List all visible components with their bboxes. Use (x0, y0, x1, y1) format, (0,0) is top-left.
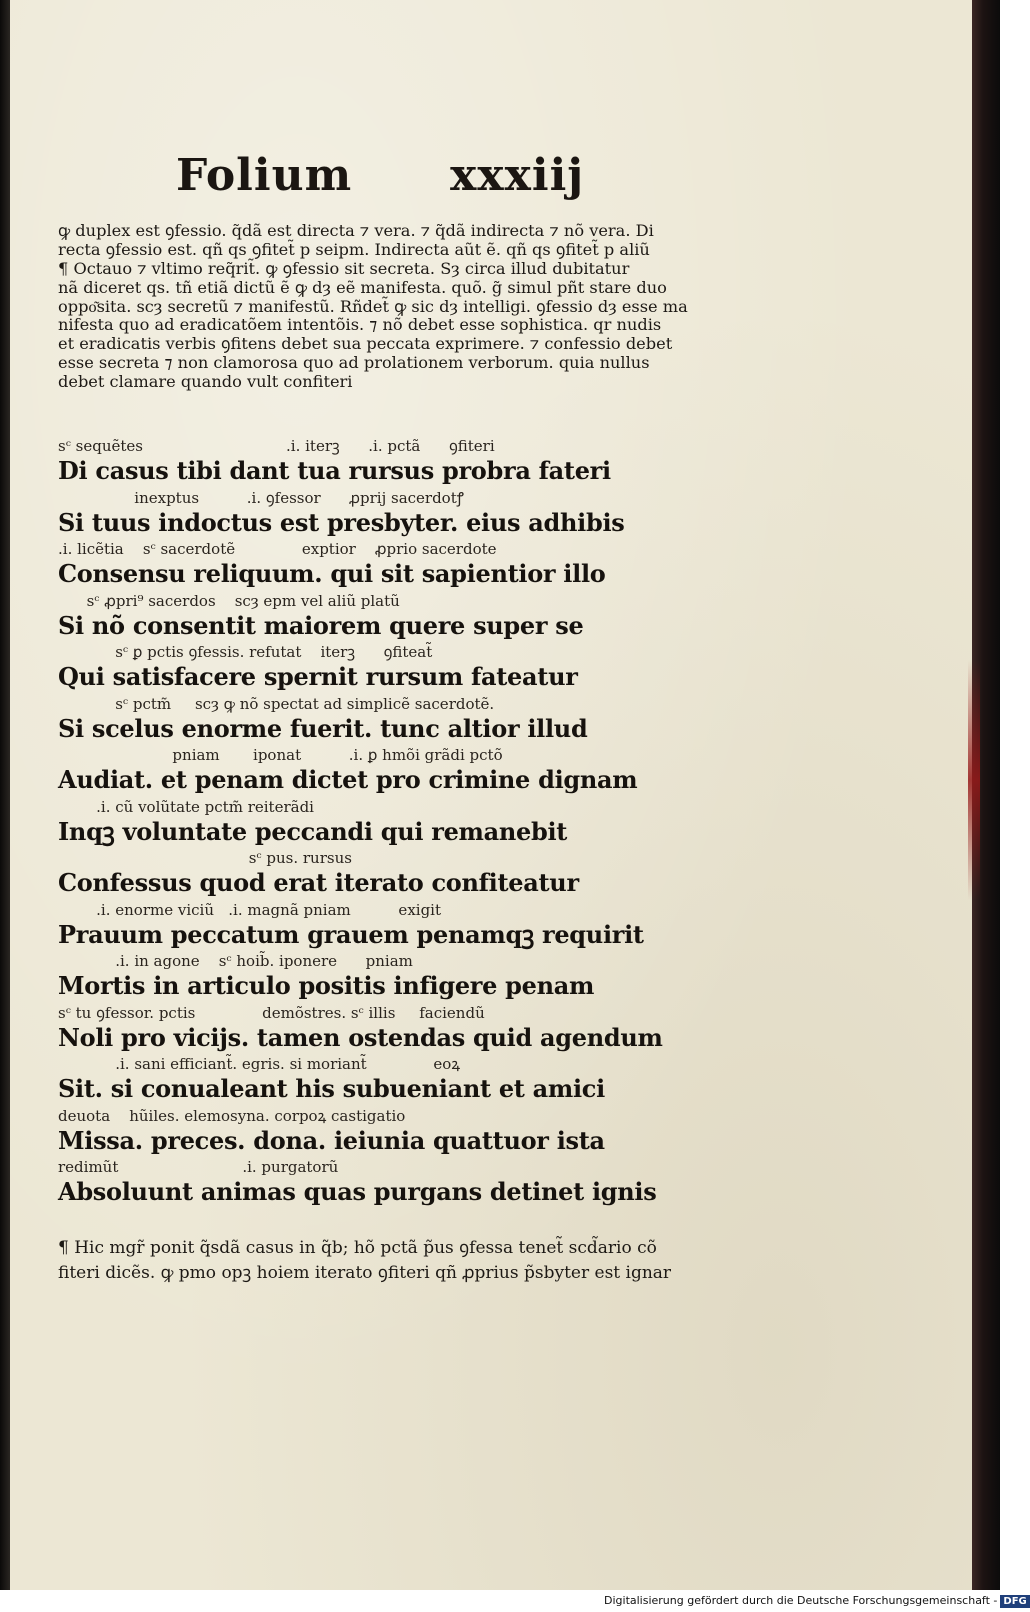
interlinear-gloss: redimũt .i. purgatorũ (58, 1158, 339, 1176)
prose-line: nifesta quo ad eradicatõem intentõis. ⁊ nõ debet esse sophistica. qr nudis (58, 315, 662, 335)
interlinear-gloss: deuota hũiles. elemosyna. corpoꝝ castigatio (58, 1106, 406, 1125)
closing-commentary (58, 1236, 718, 1286)
verse-line: Absoluunt animas quas purgans detinet ignis (58, 1177, 657, 1206)
prose-line: oppo͂sita. scȝ secretũ ⁊ manifestũ. Rñdet̃ ꝙ sic dȝ intelligi. ꝯfessio dȝ esse ma (58, 296, 688, 316)
prose-line: esse secreta ⁊ non clamorosa quo ad prolationem verborum. quia nullus (58, 353, 650, 373)
prose-line: nã diceret qs. tñ etiã dictũ ẽ ꝙ dȝ eẽ manifesta. quõ. g̃ simul pñt stare duo (58, 277, 667, 297)
prose-line: recta ꝯfessio est. qñ qs ꝯfitet̃ p seipm. Indirecta aũt ẽ. qñ qs ꝯfitet̃ p aliũ (58, 239, 650, 259)
verse-line: Si tuus indoctus est presbyter. eius adhibis (58, 507, 625, 537)
interlinear-gloss: .i. sani efficiant̃. egris. si moriant̃ eoꝝ (58, 1055, 461, 1073)
interlinear-gloss: pniam iponat .i. ꝑ hmõi grãdi pctõ (58, 746, 503, 764)
interlinear-gloss: .i. enorme viciũ .i. magnã pniam exigit (58, 900, 441, 919)
glossed-verses (58, 436, 718, 1209)
closing-line: ¶ Hic mgr̃ ponit q̃sdã casus in q̃b; hõ pctã p̃us ꝯfessa tenet̃ scd̃ario cõ (58, 1238, 657, 1258)
verse-line: Qui satisfacere spernit rursum fateatur (58, 662, 578, 691)
folio-header (176, 150, 584, 201)
book-edge-left (0, 0, 10, 1590)
interlinear-gloss: .i. in agone sᶜ hoib̃. iponere pniam (58, 952, 413, 970)
prose-line: et eradicatis verbis ꝯfitens debet sua peccata exprimere. ⁊ confessio debet (58, 334, 673, 354)
verse-line: Sit. si conualeant his subueniant et amici (58, 1074, 605, 1103)
verse-line: Mortis in articulo positis infigere penam (58, 971, 595, 1000)
interlinear-gloss: .i. cũ volũtate pctm̃ reiterãdi (58, 797, 314, 816)
folio-word: Folium (176, 150, 353, 201)
interlinear-gloss: sᶜ tu ꝯfessor. pctis demõstres. sᶜ illis faciendũ (58, 1003, 485, 1022)
verse-line: Si nõ consentit maiorem quere super se (58, 610, 584, 640)
commentary-prose (58, 222, 718, 392)
verse-line: Noli pro vicijs. tamen ostendas quid agendum (58, 1022, 663, 1052)
verse-line: Inqꝫ voluntate peccandi qui remanebit (58, 816, 568, 846)
interlinear-gloss: sᶜ sequẽtes .i. iterꝫ .i. pctã ꝯfiteri (58, 437, 495, 455)
verse-line: Si scelus enorme fuerit. tunc altior illud (58, 713, 588, 743)
interlinear-gloss: sᶜ ꝑ pctis ꝯfessis. refutat iterꝫ ꝯfiteat̃ (58, 643, 433, 661)
digitization-credit (604, 1592, 1027, 1610)
verse-line: Missa. preces. dona. ieiunia quattuor ista (58, 1125, 605, 1155)
dfg-logo: DFG (1000, 1595, 1029, 1608)
interlinear-gloss: inexptus .i. ꝯfessor ꝓprij sacerdotꝭ (58, 488, 464, 507)
closing-line: fiteri dicẽs. ꝙ pmo opꝫ hoiem iterato ꝯfiteri qñ ꝓprius p̃sbyter est ignar (58, 1263, 672, 1283)
verse-line: Confessus quod erat iterato confiteatur (58, 868, 579, 897)
folio-number: xxxiij (450, 150, 585, 201)
prose-line: ꝙ duplex est ꝯfessio. q̃dã est directa ⁊ vera. ⁊ q̃dã indirecta ⁊ nõ vera. Di (58, 221, 654, 240)
verse-line: Consensu reliquum. qui sit sapientior illo (58, 559, 606, 588)
interlinear-gloss: sᶜ pus. rursus (58, 849, 352, 867)
credit-text: Digitalisierung gefördert durch die Deutsche Forschungsgemeinschaft - (604, 1594, 998, 1607)
verse-line: Di casus tibi dant tua rursus probra fateri (58, 456, 611, 485)
red-edge-stain (968, 660, 980, 900)
prose-line: ¶ Octauo ⁊ vltimo req̃rit̃. ꝙ ꝯfessio sit secreta. Sȝ circa illud dubitatur (58, 258, 630, 278)
interlinear-gloss: sᶜ pctm̃ scȝ ꝙ nõ spectat ad simplicẽ sacerdotẽ. (58, 694, 495, 713)
prose-line: debet clamare quando vult confiteri (58, 372, 353, 392)
verse-line: Audiat. et penam dictet pro crimine dignam (58, 765, 638, 794)
interlinear-gloss: sᶜ ꝓpri⁹ sacerdos scȝ epm vel aliũ platũ (58, 591, 400, 610)
interlinear-gloss: .i. licẽtia sᶜ sacerdotẽ exptior ꝓprio sacerdote (58, 540, 497, 558)
verse-line: Prauum peccatum grauem penamqꝫ requirit (58, 919, 644, 949)
